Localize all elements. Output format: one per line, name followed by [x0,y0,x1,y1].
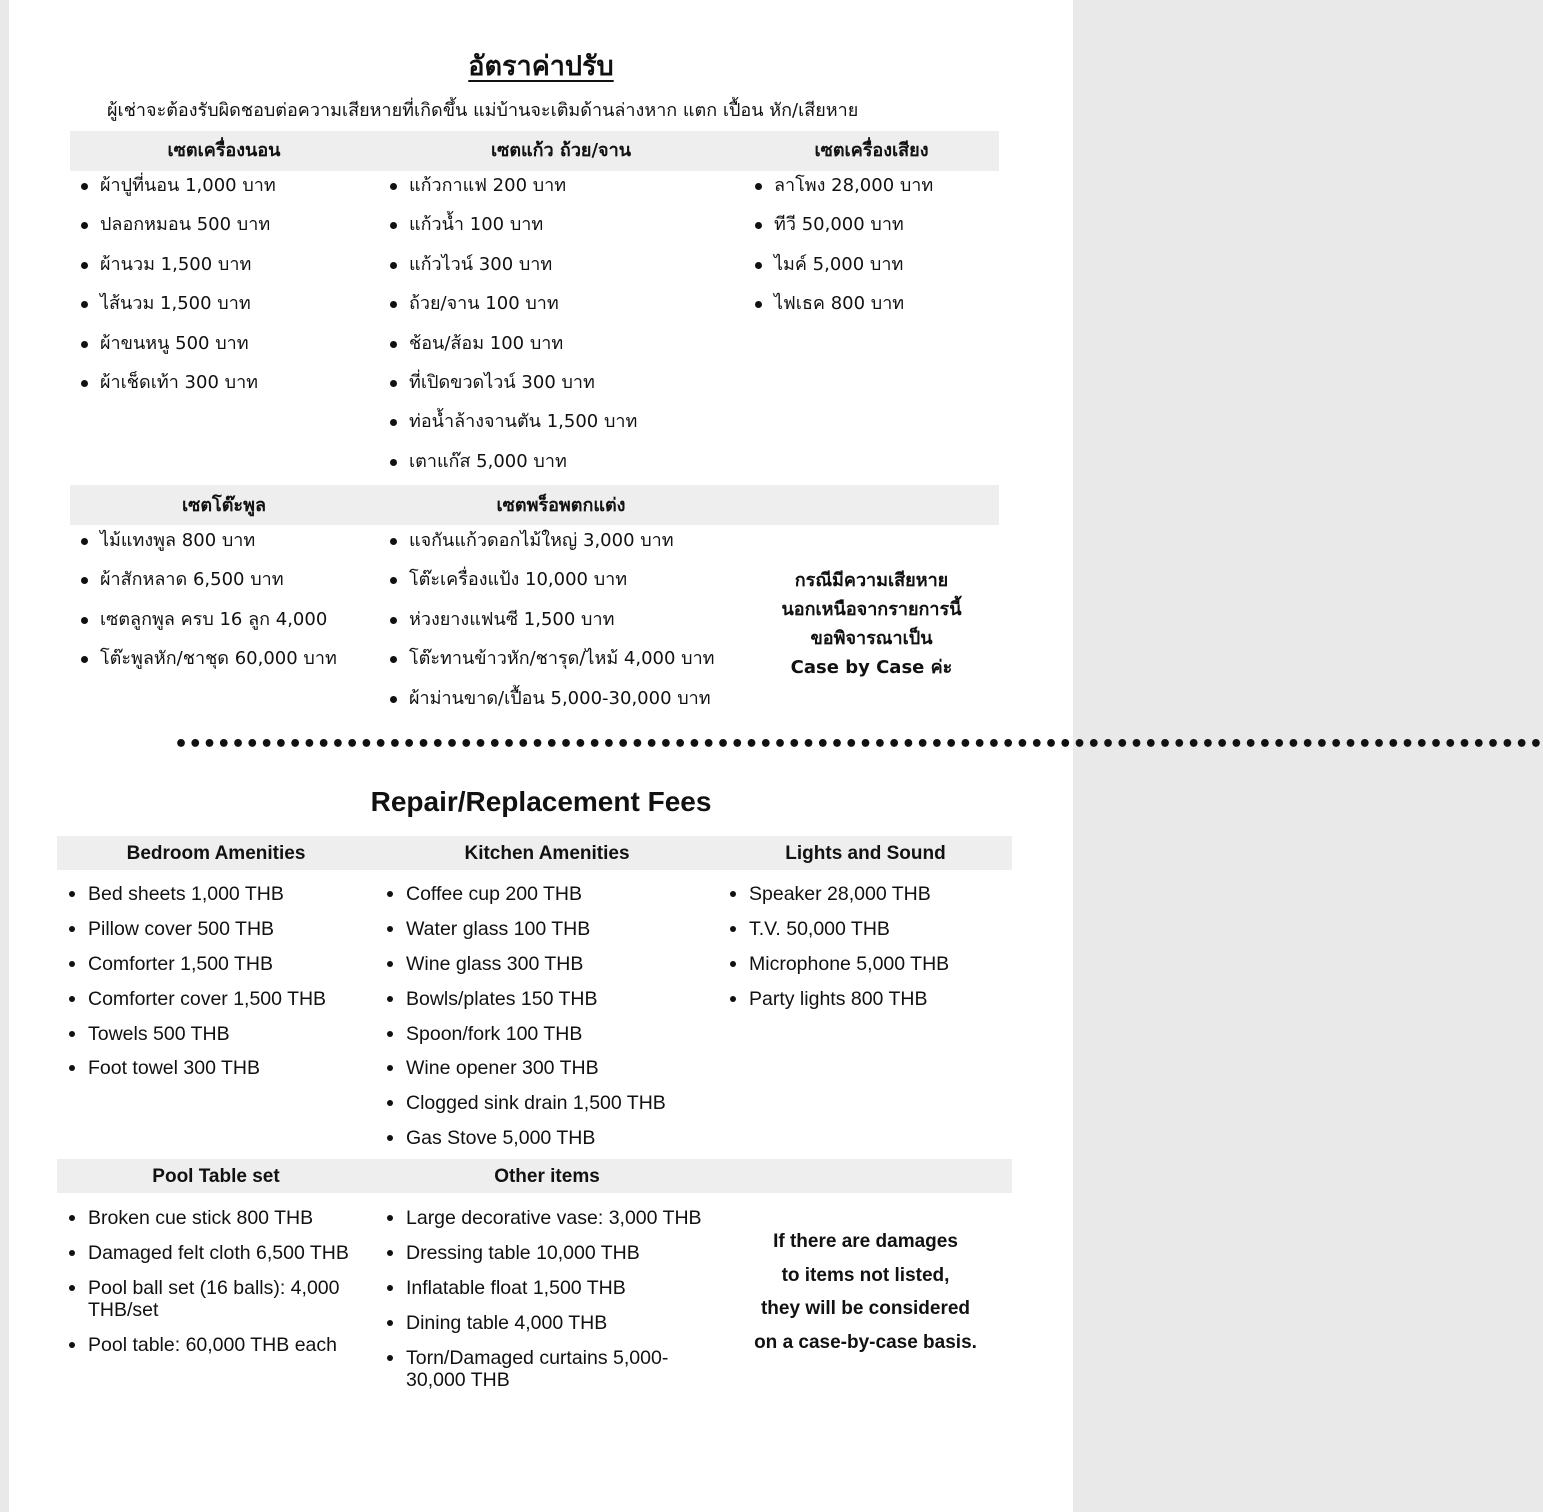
dotted-separator: •••••••••••••••••••••••••••••••••••••••••••••••••••••••••••••••••••••••••••••••••••••••••••••••• [174,732,1543,757]
list-item: ไส้นวม 1,500 บาท [79,291,276,330]
thai-decor-list [388,528,715,725]
list-item: ผ้าขนหนู 500 บาท [79,331,276,370]
note-line: กรณีมีความเสียหาย [794,570,949,591]
list-item: Clogged sink drain 1,500 THB [385,1092,666,1127]
note-line: Case by Case ค่ะ [790,657,953,678]
list-item: โต๊ะพูลหัก/ชาชุด 60,000 บาท [79,646,337,685]
list-item: แก้วไวน์ 300 บาท [388,252,637,291]
english-title: Repair/Replacement Fees [370,786,712,817]
list-item: ทีวี 50,000 บาท [753,212,933,251]
thai-case-note [744,566,999,682]
english-pool-list [67,1207,367,1369]
list-item: Bowls/plates 150 THB [385,988,666,1023]
list-item: Wine glass 300 THB [385,953,666,988]
list-item: Bed sheets 1,000 THB [67,883,326,918]
list-item: Spoon/fork 100 THB [385,1023,666,1058]
english-sound-heading: Lights and Sound [785,843,946,864]
list-item: Pool table: 60,000 THB each [67,1334,367,1369]
list-item: Comforter cover 1,500 THB [67,988,326,1023]
list-item: ผ้านวม 1,500 บาท [79,252,276,291]
list-item: Torn/Damaged curtains 5,000-30,000 THB [385,1347,685,1391]
list-item: ผ้าสักหลาด 6,500 บาท [79,567,337,606]
list-item: ผ้าเช็ดเท้า 300 บาท [79,370,276,409]
thai-sound-heading: เซตเครื่องเสียง [814,140,929,161]
english-sound-list [728,883,949,1023]
note-line: If there are damages [773,1231,958,1252]
thai-title: อัตราค่าปรับ [468,51,614,82]
note-line: they will be considered [760,1298,971,1320]
note-line: on a case-by-case basis. [754,1331,977,1353]
thai-intro: ผู้เช่าจะต้องรับผิดชอบต่อความเสียหายที่เกิดขึ้น แม่บ้านจะเติมด้านล่างหาก แตก เปื้อน หัก/เสียหาย [107,100,859,121]
list-item: Microphone 5,000 THB [728,953,949,988]
list-item: Coffee cup 200 THB [385,883,666,918]
english-kitchen-heading: Kitchen Amenities [464,843,630,864]
list-item: ไมค์ 5,000 บาท [753,252,933,291]
list-item: Damaged felt cloth 6,500 THB [67,1242,367,1277]
list-item: เตาแก๊ส 5,000 บาท [388,449,637,488]
english-bedroom-list [67,883,326,1092]
list-item: Party lights 800 THB [728,988,949,1023]
list-item: เซตลูกพูล ครบ 16 ลูก 4,000 [79,607,337,646]
list-item: ช้อน/ส้อม 100 บาท [388,331,637,370]
list-item: ท่อน้ำล้างจานตัน 1,500 บาท [388,409,637,448]
list-item: Gas Stove 5,000 THB [385,1127,666,1162]
list-item: ปลอกหมอน 500 บาท [79,212,276,251]
list-item: Inflatable float 1,500 THB [385,1277,685,1312]
thai-decor-heading: เซตพร็อพตกแต่ง [496,495,626,516]
list-item: ผ้าม่านขาด/เปื้อน 5,000-30,000 บาท [388,686,715,725]
note-line: to items not listed, [781,1264,950,1286]
list-item: Towels 500 THB [67,1023,326,1058]
list-item: ผ้าปูที่นอน 1,000 บาท [79,173,276,212]
list-item: Foot towel 300 THB [67,1057,326,1092]
thai-kitchen-heading: เซตแก้ว ถ้วย/จาน [490,140,632,161]
list-item: Broken cue stick 800 THB [67,1207,367,1242]
list-item: ห่วงยางแฟนซี 1,500 บาท [388,607,715,646]
english-other-list [385,1207,702,1391]
list-item: แก้วน้ำ 100 บาท [388,212,637,251]
note-line: นอกเหนือจากรายการนี้ [781,599,962,620]
list-item: โต๊ะทานข้าวหัก/ชารุด/ไหม้ 4,000 บาท [388,646,715,685]
thai-pool-list [79,528,337,686]
list-item: Water glass 100 THB [385,918,666,953]
list-item: ไฟเธค 800 บาท [753,291,933,330]
thai-kitchen-list [388,173,637,488]
list-item: Pool ball set (16 balls): 4,000 THB/set [67,1277,367,1334]
english-kitchen-list [385,883,666,1162]
english-other-heading: Other items [494,1166,600,1187]
thai-bedroom-heading: เซตเครื่องนอน [167,140,281,161]
list-item: Dressing table 10,000 THB [385,1242,685,1277]
list-item: ที่เปิดขวดไวน์ 300 บาท [388,370,637,409]
list-item: Large decorative vase: 3,000 THB [385,1207,685,1242]
list-item: Comforter 1,500 THB [67,953,326,988]
list-item: โต๊ะเครื่องแป้ง 10,000 บาท [388,567,715,606]
list-item: Dining table 4,000 THB [385,1312,685,1347]
thai-pool-heading: เซตโต๊ะพูล [182,495,266,516]
note-line: ขอพิจารณาเป็น [810,628,933,649]
list-item: ถ้วย/จาน 100 บาท [388,291,637,330]
thai-sound-list [753,173,933,331]
list-item: Pillow cover 500 THB [67,918,326,953]
english-case-note [719,1225,1012,1359]
list-item: ลาโพง 28,000 บาท [753,173,933,212]
list-item: แก้วกาแฟ 200 บาท [388,173,637,212]
list-item: Wine opener 300 THB [385,1057,666,1092]
english-bedroom-heading: Bedroom Amenities [126,843,306,864]
list-item: ไม้แทงพูล 800 บาท [79,528,337,567]
english-pool-heading: Pool Table set [152,1166,280,1187]
list-item: แจกันแก้วดอกไม้ใหญ่ 3,000 บาท [388,528,715,567]
list-item: Speaker 28,000 THB [728,883,949,918]
document-page [9,0,1543,1512]
list-item: T.V. 50,000 THB [728,918,949,953]
thai-bedroom-list [79,173,276,409]
